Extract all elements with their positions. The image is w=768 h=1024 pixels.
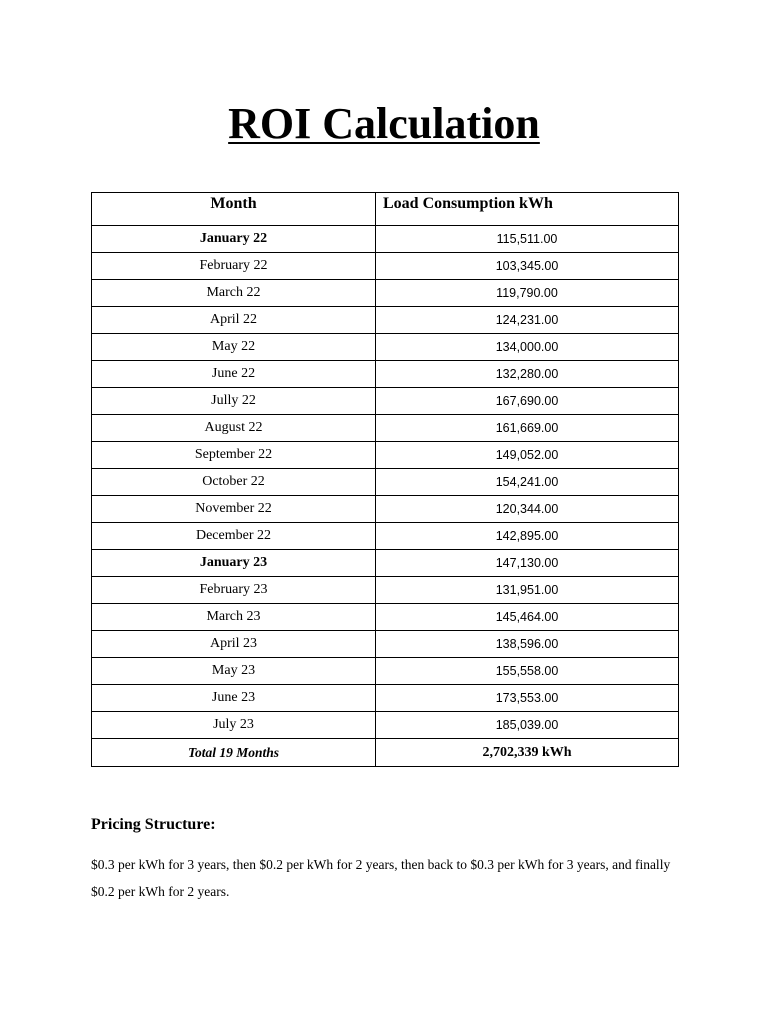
month-cell: July 23 — [92, 712, 376, 739]
load-consumption-cell: 103,345.00 — [376, 253, 679, 280]
table-row — [92, 253, 679, 280]
month-cell: August 22 — [92, 415, 376, 442]
table-row — [92, 712, 679, 739]
load-consumption-cell: 132,280.00 — [376, 361, 679, 388]
month-cell: October 22 — [92, 469, 376, 496]
month-cell: Jully 22 — [92, 388, 376, 415]
month-cell: May 22 — [92, 334, 376, 361]
load-consumption-cell: 185,039.00 — [376, 712, 679, 739]
load-consumption-cell: 145,464.00 — [376, 604, 679, 631]
load-consumption-cell: 173,553.00 — [376, 685, 679, 712]
table-row — [92, 604, 679, 631]
load-consumption-cell: 124,231.00 — [376, 307, 679, 334]
load-consumption-cell: 115,511.00 — [376, 226, 679, 253]
table-row — [92, 226, 679, 253]
load-consumption-cell: 138,596.00 — [376, 631, 679, 658]
month-cell: April 22 — [92, 307, 376, 334]
month-cell: February 22 — [92, 253, 376, 280]
table-row — [92, 361, 679, 388]
load-consumption-cell: 134,000.00 — [376, 334, 679, 361]
load-consumption-cell: 155,558.00 — [376, 658, 679, 685]
load-consumption-cell: 119,790.00 — [376, 280, 679, 307]
total-value-cell: 2,702,339 kWh — [376, 739, 679, 767]
table-row — [92, 685, 679, 712]
month-cell: November 22 — [92, 496, 376, 523]
load-consumption-cell: 120,344.00 — [376, 496, 679, 523]
table-row — [92, 577, 679, 604]
table-row — [92, 388, 679, 415]
pricing-structure-text: $0.3 per kWh for 3 years, then $0.2 per kWh for 2 years, then back to $0.3 per kWh for 3 years, and finally $0.2 per kWh for 2 years. — [91, 857, 671, 899]
table-row — [92, 280, 679, 307]
table-row — [92, 496, 679, 523]
page-title — [0, 92, 768, 156]
table-row — [92, 469, 679, 496]
month-cell: May 23 — [92, 658, 376, 685]
month-cell: January 23 — [92, 550, 376, 577]
month-cell: June 22 — [92, 361, 376, 388]
table-row — [92, 415, 679, 442]
month-cell: March 22 — [92, 280, 376, 307]
month-cell: June 23 — [92, 685, 376, 712]
load-consumption-cell: 142,895.00 — [376, 523, 679, 550]
table-row — [92, 658, 679, 685]
load-consumption-cell: 167,690.00 — [376, 388, 679, 415]
month-cell: January 22 — [92, 226, 376, 253]
month-cell: February 23 — [92, 577, 376, 604]
month-cell: September 22 — [92, 442, 376, 469]
column-header-load-consumption: Load Consumption kWh — [376, 193, 679, 226]
table-row — [92, 442, 679, 469]
total-row — [92, 739, 679, 767]
total-label-cell: Total 19 Months — [92, 739, 376, 767]
column-header-month: Month — [92, 193, 376, 226]
load-consumption-cell: 154,241.00 — [376, 469, 679, 496]
roi-table — [91, 192, 679, 767]
table-body — [92, 226, 679, 767]
pricing-structure-heading: Pricing Structure: — [91, 816, 216, 833]
table-row — [92, 631, 679, 658]
month-cell: March 23 — [92, 604, 376, 631]
load-consumption-cell: 149,052.00 — [376, 442, 679, 469]
table-row — [92, 550, 679, 577]
load-consumption-cell: 147,130.00 — [376, 550, 679, 577]
table-row — [92, 307, 679, 334]
page-title-text: ROI Calculation — [228, 99, 540, 148]
load-consumption-cell: 131,951.00 — [376, 577, 679, 604]
table-row — [92, 334, 679, 361]
table-row — [92, 523, 679, 550]
load-consumption-cell: 161,669.00 — [376, 415, 679, 442]
month-cell: April 23 — [92, 631, 376, 658]
month-cell: December 22 — [92, 523, 376, 550]
table-header-row — [92, 193, 679, 226]
